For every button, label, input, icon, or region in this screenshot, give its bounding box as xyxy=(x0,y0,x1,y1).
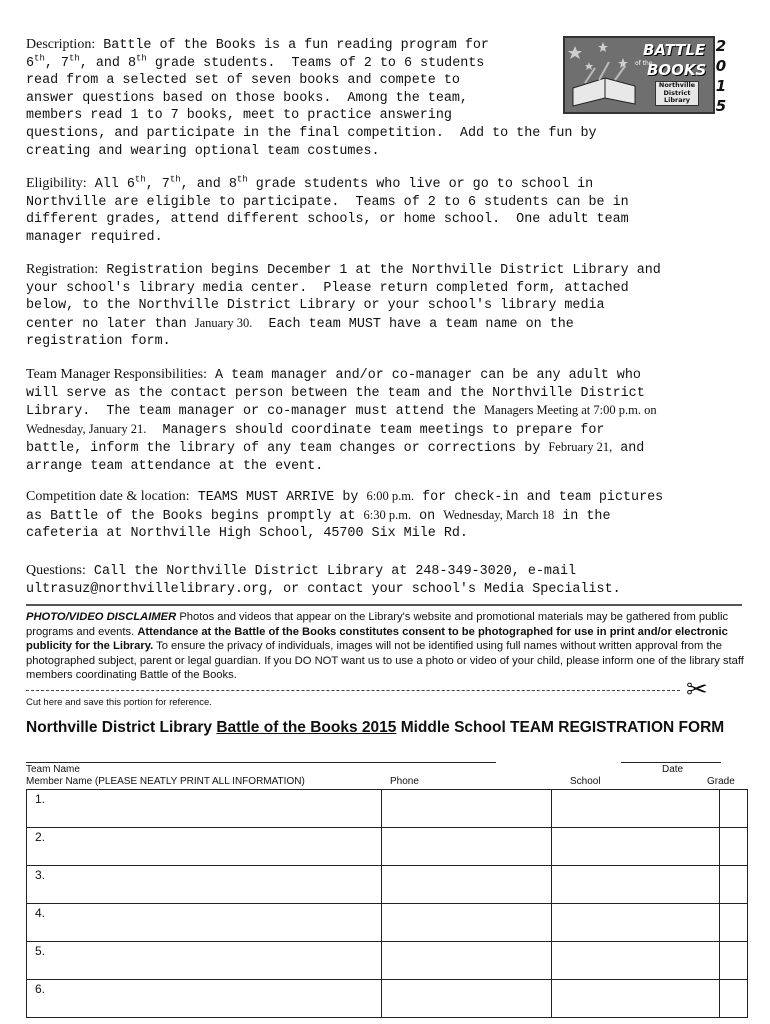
grade-header: Grade xyxy=(707,776,735,787)
start-time: 6:30 p.m. xyxy=(363,507,412,522)
photo-video-disclaimer: PHOTO/VIDEO DISCLAIMER Photos and videos that appear on the Library's website and promotional materials may be gathered from public programs and events. Attendance at the Battle of the Books constitutes consent to be photographed for use in print and/or electronic publicity for the Library. To ensure the privacy of individuals, images will not be identified using full names without written approval from the photographed subject, parent or legal guardian. If you DO NOT want us to use a photo or video of your child, please inform one of the library staff members coordinating Battle of the Books. xyxy=(26,611,744,681)
section-divider xyxy=(26,604,742,606)
member-name-cell[interactable]: 1. xyxy=(27,790,382,828)
phone-header: Phone xyxy=(390,776,419,787)
grade-cell[interactable] xyxy=(720,828,748,866)
logo-title-2: BOOKS xyxy=(647,61,707,79)
managers-paragraph: Team Manager Responsibilities: A team manager and/or co-manager can be any adult who will serve as the contact person between the team and the Northville District Library. The team manager or co-manager must attend the Managers Meeting at 7:00 p.m. on Wednesday, January 21. Managers should coordinate team meetings to prepare for battle, inform the library of any team changes or corrections by February 21, and arrange team attendance at the event. xyxy=(26,367,657,474)
grade-cell[interactable] xyxy=(720,904,748,942)
table-row xyxy=(27,980,748,1018)
changes-deadline: February 21, xyxy=(548,440,613,455)
logo-of-the: of the xyxy=(635,60,653,67)
battle-of-the-books-logo xyxy=(563,36,715,114)
phone-cell[interactable] xyxy=(382,942,552,980)
member-name-cell[interactable]: 3. xyxy=(27,866,382,904)
school-header: School xyxy=(570,776,601,787)
member-name-cell[interactable]: 4. xyxy=(27,904,382,942)
school-cell[interactable] xyxy=(552,980,720,1018)
questions-paragraph: Questions: Call the Northville District Library at 248-349-3020, e-mail ultrasuz@northvillelibrary.org, or contact your school's Media Specialist. xyxy=(26,563,621,597)
registration-deadline: January 30. xyxy=(194,315,253,330)
member-name-cell[interactable]: 2. xyxy=(27,828,382,866)
school-cell[interactable] xyxy=(552,904,720,942)
managers-meeting-date: Wednesday, January 21. xyxy=(26,421,147,436)
grade-cell[interactable] xyxy=(720,790,748,828)
arrive-time: 6:00 p.m. xyxy=(366,489,415,503)
competition-label: Competition date & location: xyxy=(26,489,190,504)
table-row xyxy=(27,866,748,904)
grade-cell[interactable] xyxy=(720,980,748,1018)
registration-table xyxy=(26,789,748,1018)
grade-cell[interactable] xyxy=(720,866,748,904)
school-cell[interactable] xyxy=(552,866,720,904)
table-row xyxy=(27,942,748,980)
member-name-header: Member Name (PLEASE NEATLY PRINT ALL INFORMATION) xyxy=(26,776,305,787)
phone-cell[interactable] xyxy=(382,980,552,1018)
member-name-cell[interactable]: 6. xyxy=(27,980,382,1018)
cut-note: Cut here and save this portion for reference. xyxy=(26,697,212,708)
competition-paragraph: Competition date & location: TEAMS MUST ARRIVE by 6:00 p.m. for check-in and team pictures as Battle of the Books begins promptly at 6:30 p.m. on Wednesday, March 18 in the cafeteria at Northville High School, 45700 Six Mile Rd. xyxy=(26,489,664,542)
table-row xyxy=(27,904,748,942)
managers-label: Team Manager Responsibilities: xyxy=(26,367,207,382)
date-label: Date xyxy=(662,764,684,775)
phone-cell[interactable] xyxy=(382,904,552,942)
member-name-cell[interactable]: 5. xyxy=(27,942,382,980)
scissors-icon: ✂ xyxy=(686,674,708,704)
eligibility-label: Eligibility: xyxy=(26,176,87,191)
description-paragraph: Description: Battle of the Books is a fun reading program for 6th, 7th, and 8th grade students. Teams of 2 to 6 students read from a selected set of seven books and compete to answer questions based on those books. Among the team, members read 1 to 7 books, meet to practice answering questions, and participate in the final competition. Add to the fun by creating and wearing optional team costumes. xyxy=(26,37,597,159)
registration-paragraph: Registration: Registration begins December 1 at the Northville District Library and your school's library media center. Please return completed form, attached below, to the Northville District Library or your school's library media center no later than January 30. Each team MUST have a team name on the registration form. xyxy=(26,262,661,350)
eligibility-paragraph: Eligibility: All 6th, 7th, and 8th grade students who live or go to school in Northville are eligible to participate. Teams of 2 to 6 students can be in different grades, attend different schools, or home school. One adult team manager required. xyxy=(26,174,629,245)
phone-cell[interactable] xyxy=(382,828,552,866)
grade-cell[interactable] xyxy=(720,942,748,980)
registration-label: Registration: xyxy=(26,262,99,277)
event-date: Wednesday, March 18 xyxy=(443,507,555,522)
team-name-label: Team Name xyxy=(26,764,80,775)
logo-title-1: BATTLE xyxy=(643,41,706,59)
logo-year: 2 0 1 5 xyxy=(715,37,727,115)
phone-cell[interactable] xyxy=(382,866,552,904)
school-cell[interactable] xyxy=(552,790,720,828)
form-title: Northville District Library Battle of the Books 2015 Middle School TEAM REGISTRATION FORM xyxy=(26,719,725,736)
date-field[interactable] xyxy=(621,762,721,763)
disclaimer-consent: Attendance at the Battle of the Books constitutes consent to be photographed for use in print and/or electronic publicity for the Library. xyxy=(26,625,728,652)
team-name-field[interactable] xyxy=(26,762,496,763)
cut-line xyxy=(26,690,680,691)
table-row xyxy=(27,828,748,866)
disclaimer-heading: PHOTO/VIDEO DISCLAIMER xyxy=(26,611,177,623)
description-label: Description: xyxy=(26,37,96,52)
questions-label: Questions: xyxy=(26,563,86,578)
school-cell[interactable] xyxy=(552,942,720,980)
table-row xyxy=(27,790,748,828)
school-cell[interactable] xyxy=(552,828,720,866)
managers-meeting: Managers Meeting at 7:00 p.m. on xyxy=(484,403,657,418)
logo-library-badge: Northville District Library xyxy=(655,81,699,106)
phone-cell[interactable] xyxy=(382,790,552,828)
form-title-program: Battle of the Books 2015 xyxy=(216,719,397,736)
